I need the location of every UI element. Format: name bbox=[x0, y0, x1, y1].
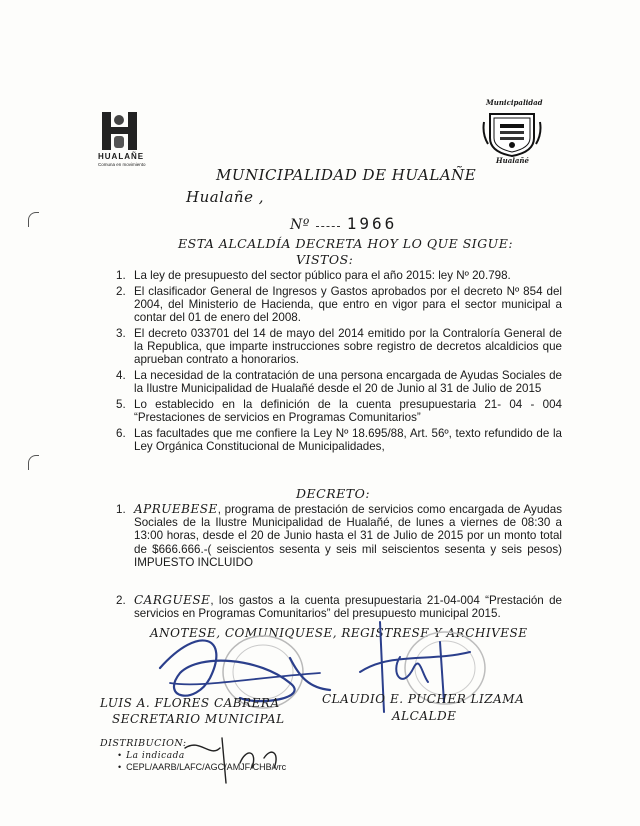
mayor-title: ALCALDE bbox=[392, 709, 457, 723]
distribution-heading: DISTRIBUCION: bbox=[100, 738, 187, 749]
apruebese-lead: APRUEBESE bbox=[134, 502, 218, 516]
distribution-item: • La indicada bbox=[118, 750, 185, 761]
decreto-item-1: 1. APRUEBESE, programa de prestación de servicios como encargada de Ayudas Sociales de la Ilustre Municipalidad de Hualañé, de lunes a viernes de 08:30 a 13:00 horas, desde el 20 de Junio hasta el 31 de Julio de 2015 por un monto total de $666.666.-( seiscientos sesenta y seis mil seiscientos sesenta y seis pesos) IMPUESTO INCLUIDO bbox=[116, 502, 562, 569]
punch-mark bbox=[28, 455, 39, 470]
intro-text: ESTA ALCALDÍA DECRETA HOY LO QUE SIGUE: bbox=[178, 236, 514, 251]
seal-emblem-icon bbox=[482, 108, 542, 158]
initials-signature-icon bbox=[180, 728, 290, 788]
vistos-item: 2. El clasificador General de Ingresos y Gastos aprobados por el decreto Nº 854 del 2004, del Ministerio de Hacienda, que entro en vigor para el sector municipal a contar del 01 de enero del 2008. bbox=[116, 284, 562, 325]
vistos-item: 6. Las facultades que me confiere la Ley Nº 18.695/88, Art. 56º, texto refundido de la Ley Orgánica Constitucional de Municipalidades, bbox=[116, 426, 562, 453]
decreto-item-2: 2. CARGUESE, los gastos a la cuenta presupuestaria 21-04-004 “Prestación de servicios en Programas Comunitarios” del presupuesto municipal 2015. bbox=[116, 593, 562, 621]
mayor-name: CLAUDIO E. PUCHER LIZAMA bbox=[322, 692, 525, 706]
decree-number-value: 1966 bbox=[346, 214, 398, 233]
closing-text: ANOTESE, COMUNIQUESE, REGISTRESE Y ARCHIVESE bbox=[150, 626, 528, 640]
document-title: MUNICIPALIDAD DE HUALAÑE bbox=[216, 166, 477, 184]
document-place: Hualañe , bbox=[186, 188, 264, 206]
municipal-seal bbox=[482, 98, 544, 166]
secretary-title: SECRETARIO MUNICIPAL bbox=[112, 712, 285, 726]
decreto-heading: DECRETO: bbox=[296, 486, 371, 501]
logo-tagline: Comuna en movimiento bbox=[98, 162, 146, 167]
decree-number-prefix: Nº bbox=[290, 217, 310, 233]
carguese-lead: CARGUESE bbox=[134, 593, 211, 607]
seal-bottom-text: Hualañé bbox=[496, 156, 529, 165]
hualane-logo bbox=[98, 112, 162, 168]
seal-top-text: Municipalidad bbox=[486, 98, 543, 107]
logo-name: HUALAÑE bbox=[98, 152, 145, 161]
vistos-item: 1. La ley de presupuesto del sector público para el año 2015: ley Nº 20.798. bbox=[116, 269, 511, 282]
logo-h-mark bbox=[102, 112, 148, 152]
vistos-item: 4. La necesidad de la contratación de una persona encargada de Ayudas Sociales de la Ilustre Municipalidad de Hualañé desde el 20 de Junio al 31 de Julio de 2015 bbox=[116, 368, 562, 396]
vistos-list bbox=[116, 269, 562, 456]
punch-mark bbox=[28, 212, 39, 227]
vistos-item: 3. El decreto 033701 del 14 de mayo del 2014 emitido por la Contraloría General de la Republica, que imparte instrucciones sobre registro de decretos alcaldicios que aprueban contrato a honorarios. bbox=[116, 326, 562, 367]
vistos-heading: VISTOS: bbox=[296, 252, 354, 267]
secretary-name: LUIS A. FLORES CABRERA bbox=[100, 696, 280, 710]
distribution-item: • CEPL/AARB/LAFC/AGC/AMJF/CHB/vrc bbox=[118, 762, 287, 772]
decree-number-fill-line bbox=[316, 226, 340, 227]
vistos-item: 5. Lo establecido en la definición de la cuenta presupuestaria 21- 04 - 004 “Prestaciones de servicios en Programas Comunitarios” bbox=[116, 397, 562, 425]
decree-number bbox=[290, 214, 397, 236]
